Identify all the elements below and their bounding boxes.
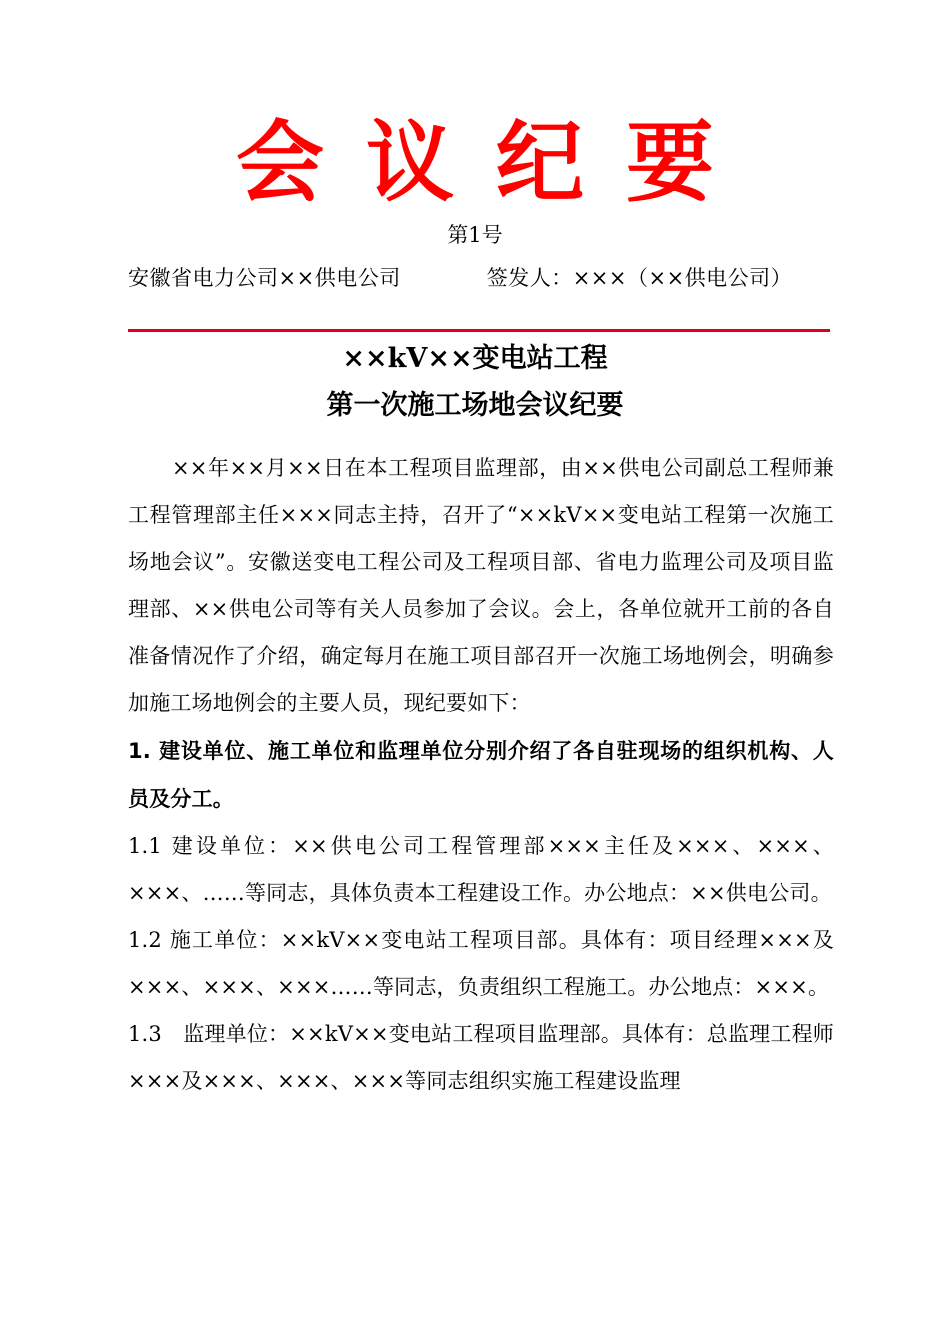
issuer-line	[128, 265, 830, 291]
minutes-body	[128, 445, 834, 1105]
document-number: 第1号	[447, 223, 503, 247]
red-separator-line	[128, 329, 830, 332]
intro-paragraph: ××年××月××日在本工程项目监理部，由××供电公司副总工程师兼工程管理部主任×××同志主持，召开了“××kV××变电站工程第一次施工场地会议”。安徽送变电工程公司及工程项目部、省电力监理公司及项目监理部、××供电公司等有关人员参加了会议。会上，各单位就开工前的各自准备情况作了介绍，确定每月在施工项目部召开一次施工场地例会，明确参加施工场地例会的主要人员，现纪要如下：	[128, 456, 834, 715]
document-title: 会议纪要	[235, 111, 756, 214]
item-1-3: 1.3 监理单位：××kV××变电站工程项目监理部。具体有：总监理工程师×××及×××、×××、×××等同志组织实施工程建设监理	[128, 1022, 834, 1093]
minutes-heading-project: ××kV××变电站工程	[342, 343, 608, 374]
section-1-heading: 1. 建设单位、施工单位和监理单位分别介绍了各自驻现场的组织机构、人员及分工。	[128, 739, 834, 811]
item-1-1: 1.1 建设单位：××供电公司工程管理部×××主任及×××、×××、×××、……等同志，具体负责本工程建设工作。办公地点：××供电公司。	[128, 834, 834, 905]
item-1-2: 1.2 施工单位：××kV××变电站工程项目部。具体有：项目经理×××及×××、×××、×××……等同志，负责组织工程施工。办公地点：×××。	[128, 928, 834, 999]
signer-info: 签发人：×××（××供电公司）	[486, 266, 793, 290]
minutes-heading-title: 第一次施工场地会议纪要	[326, 390, 624, 421]
issuing-organization: 安徽省电力公司××供电公司	[128, 266, 401, 290]
